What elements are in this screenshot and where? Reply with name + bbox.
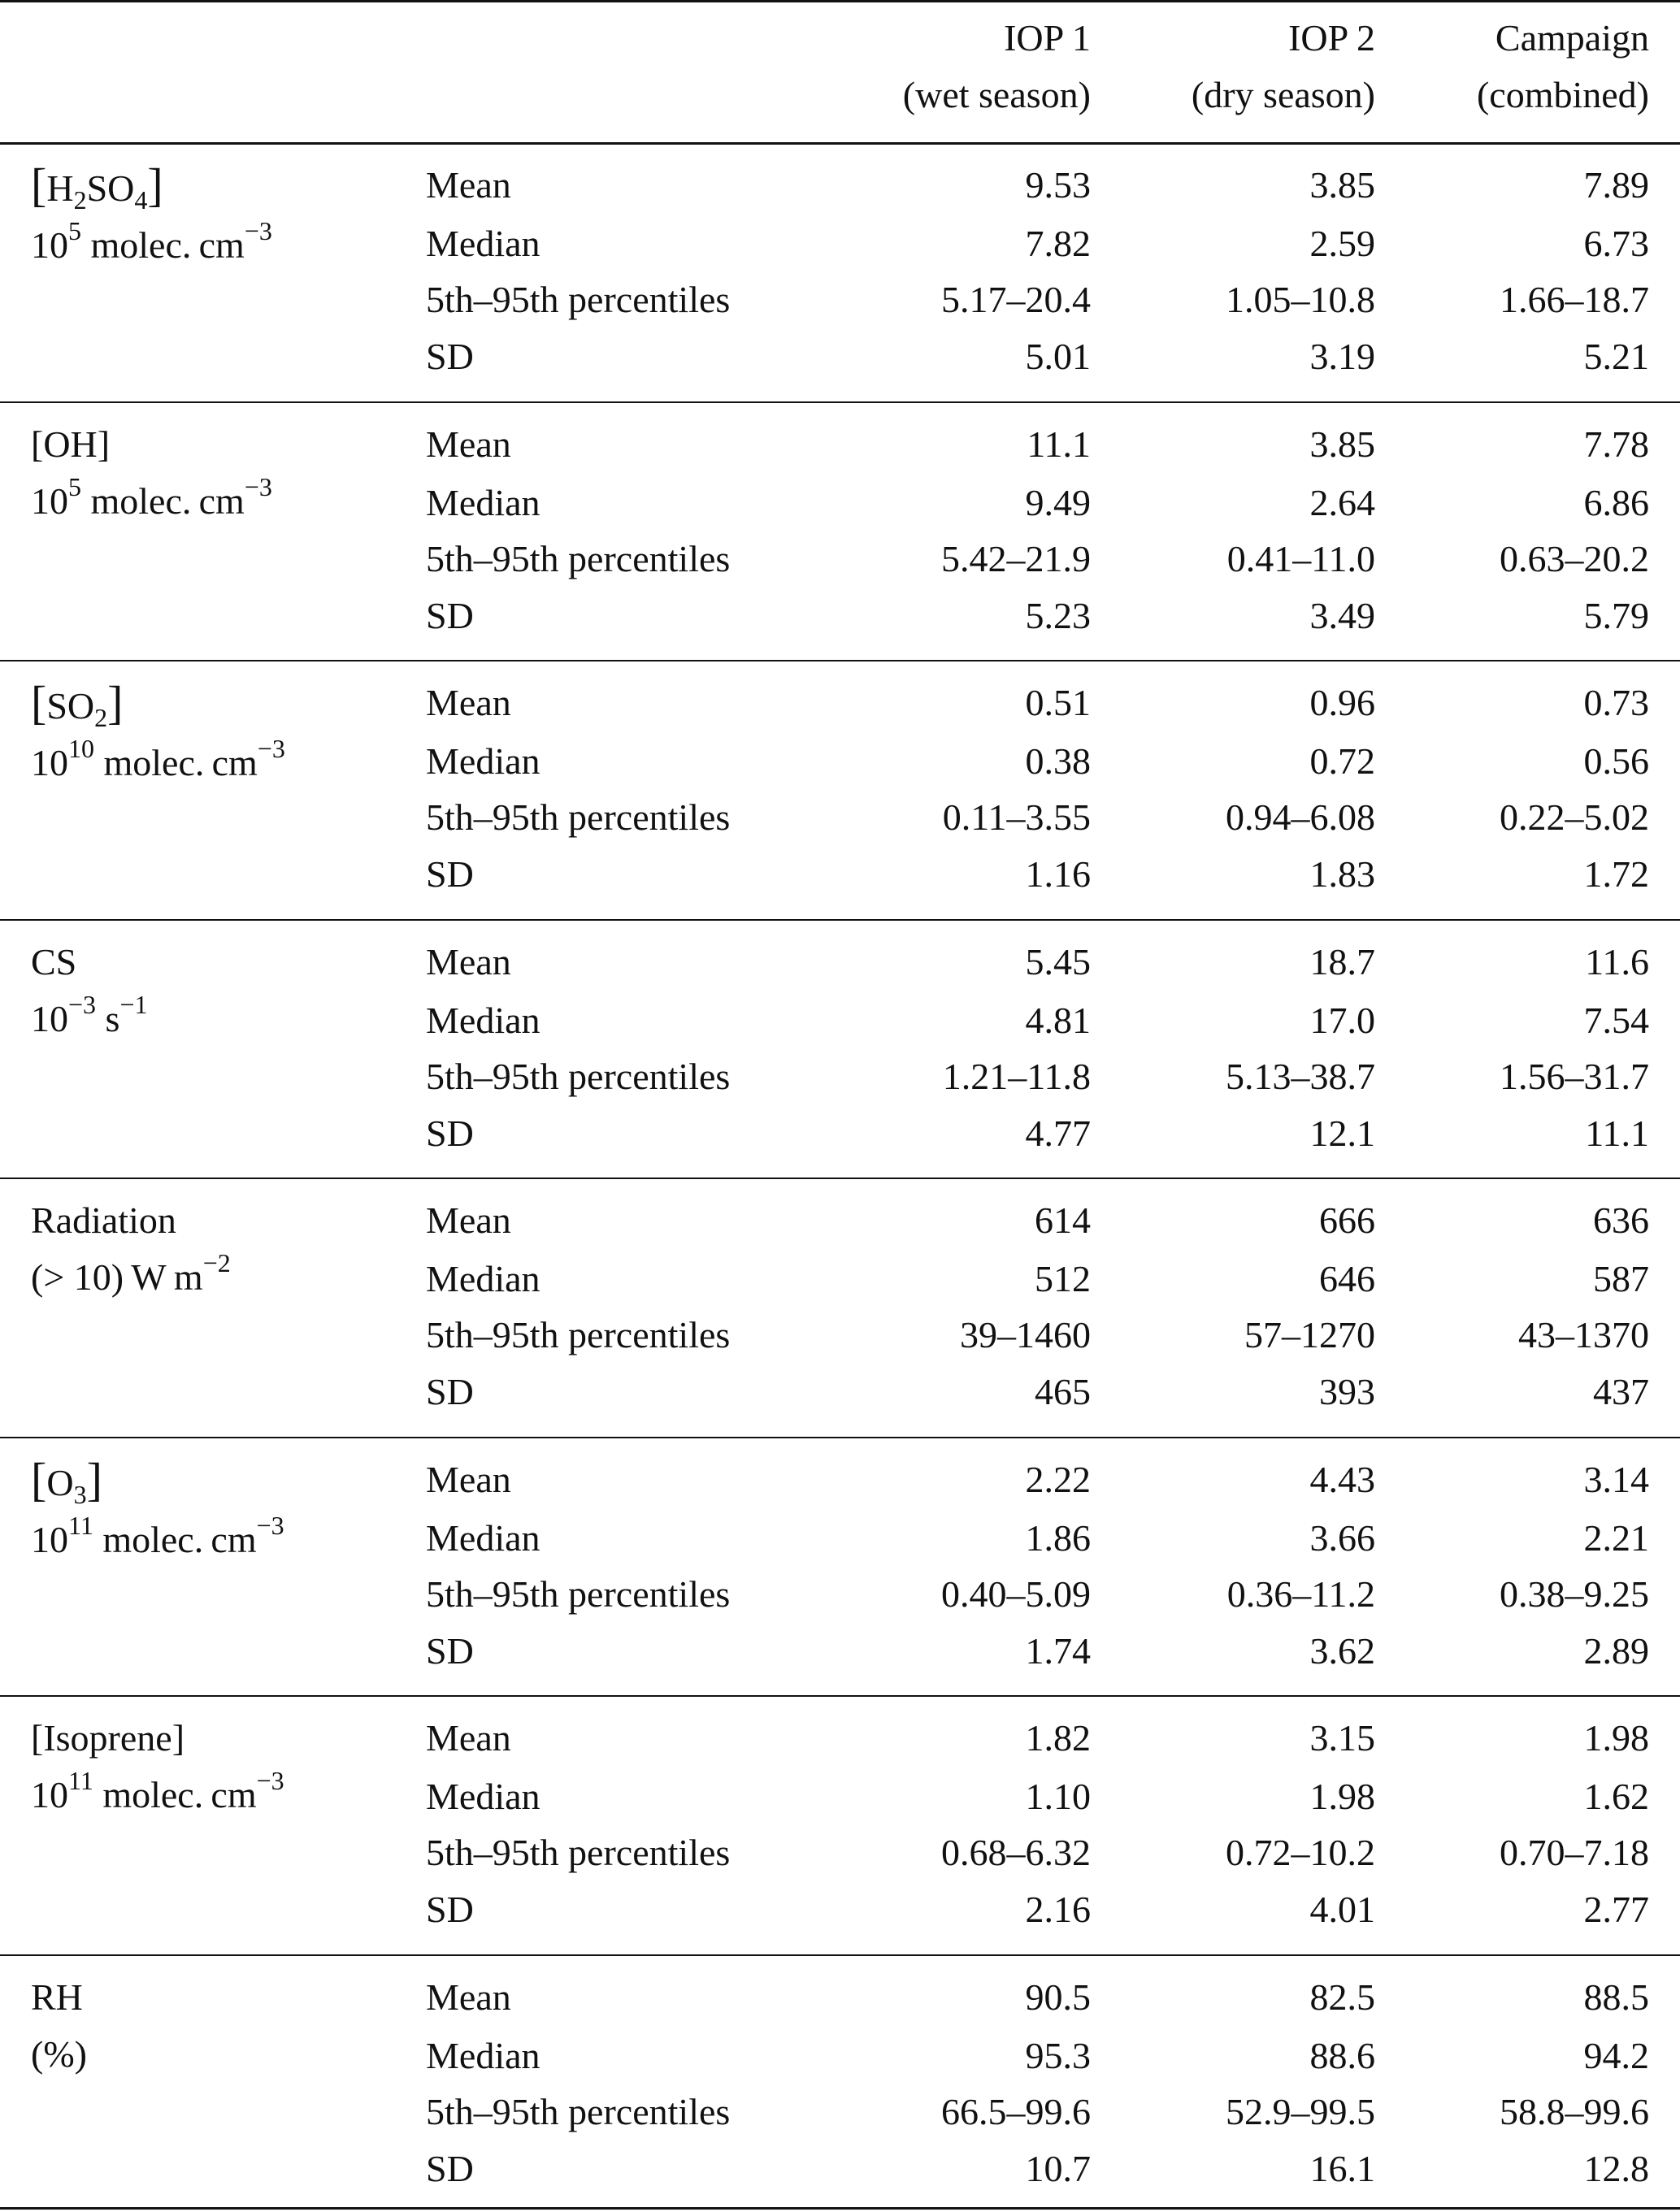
header-campaign-subtitle: (combined) — [1476, 74, 1649, 115]
table-row — [0, 1192, 1680, 1249]
stat-label: 5th–95th percentiles — [426, 1572, 731, 1615]
value-iop2: 3.85 — [1309, 423, 1375, 465]
value-iop1: 7.82 — [1025, 223, 1091, 264]
value-iop2: 17.0 — [1309, 999, 1375, 1041]
variable-name: $[H_2SO_4]$ — [31, 158, 163, 215]
value-campaign: 0.73 — [1583, 682, 1649, 723]
table-row — [0, 733, 1680, 790]
value-iop1: 1.82 — [1025, 1717, 1091, 1759]
header-iop1-subtitle: (wet season) — [902, 74, 1091, 115]
stat-label: Mean — [426, 1976, 511, 2018]
value-iop2: 646 — [1319, 1258, 1375, 1299]
variable-unit: (%) — [31, 2032, 87, 2075]
value-iop1: 11.1 — [1027, 423, 1091, 465]
table-row — [0, 416, 1680, 473]
stat-label: Median — [426, 1258, 540, 1299]
table-row — [0, 1364, 1680, 1420]
table-row — [0, 1105, 1680, 1162]
table-row — [0, 1710, 1680, 1767]
stat-label: SD — [426, 1112, 474, 1154]
value-campaign: 3.14 — [1583, 1458, 1649, 1500]
value-campaign: 1.98 — [1583, 1717, 1649, 1759]
value-iop2: 2.59 — [1309, 223, 1375, 264]
table-row — [0, 674, 1680, 731]
stat-label: SD — [426, 1889, 474, 1930]
value-campaign: 437 — [1593, 1371, 1649, 1412]
stat-label: Mean — [426, 1199, 511, 1241]
variable-unit: $10^{11}$ molec. $cm^{-3}$ — [31, 1510, 284, 1560]
value-iop2: 82.5 — [1309, 1976, 1375, 2018]
variable-name: [Isoprene] — [31, 1717, 185, 1759]
value-campaign: 5.21 — [1583, 336, 1649, 377]
value-iop1: 9.53 — [1025, 164, 1091, 206]
table-row — [0, 215, 1680, 272]
stat-label: Median — [426, 740, 540, 782]
table-row — [0, 2028, 1680, 2084]
top-rule — [0, 0, 1680, 2]
value-iop2: 0.72–10.2 — [1226, 1832, 1375, 1873]
stat-label: 5th–95th percentiles — [426, 1055, 731, 1097]
group-separator — [0, 1695, 1680, 1697]
stat-label: SD — [426, 1629, 474, 1672]
group-separator — [0, 660, 1680, 661]
table-row — [0, 157, 1680, 214]
header-campaign-title: Campaign — [1495, 17, 1649, 59]
value-iop1: 5.45 — [1025, 940, 1091, 982]
value-iop2: 18.7 — [1309, 940, 1375, 982]
value-iop2: 1.98 — [1309, 1776, 1375, 1817]
value-iop1: 1.10 — [1025, 1776, 1091, 1817]
stat-label: Mean — [426, 164, 511, 206]
table-row — [0, 1881, 1680, 1938]
variable-unit: $10^{-3}$ $s^{-1}$ — [31, 989, 148, 1039]
value-campaign: 1.66–18.7 — [1500, 279, 1649, 320]
table-row — [0, 789, 1680, 846]
header-iop2-subtitle: (dry season) — [1191, 74, 1375, 115]
table-row — [0, 846, 1680, 903]
value-campaign: 7.78 — [1583, 423, 1649, 465]
value-iop2: 4.43 — [1309, 1458, 1375, 1500]
value-iop1: 9.49 — [1025, 481, 1091, 523]
group-separator — [0, 1178, 1680, 1179]
value-campaign: 7.54 — [1583, 999, 1649, 1041]
value-iop2: 0.41–11.0 — [1226, 537, 1375, 579]
value-iop1: 465 — [1035, 1371, 1091, 1412]
value-iop2: 3.66 — [1309, 1516, 1375, 1559]
stat-label: Median — [426, 999, 540, 1041]
value-campaign: 6.73 — [1583, 223, 1649, 264]
variable-unit: (> 10) W $m^{-2}$ — [31, 1248, 231, 1298]
value-iop1: 10.7 — [1025, 2147, 1091, 2189]
variable-unit: $10^5$ molec. $cm^{-3}$ — [31, 216, 272, 266]
group-separator — [0, 401, 1680, 403]
value-iop2: 3.19 — [1309, 336, 1375, 377]
value-iop1: 0.11–3.55 — [942, 796, 1091, 838]
stat-label: Mean — [426, 1458, 511, 1500]
value-iop1: 5.01 — [1025, 336, 1091, 377]
value-iop2: 393 — [1319, 1371, 1375, 1412]
stat-label: 5th–95th percentiles — [426, 537, 731, 579]
value-campaign: 0.22–5.02 — [1500, 796, 1649, 838]
value-campaign: 0.63–20.2 — [1500, 537, 1649, 579]
group-separator — [0, 919, 1680, 921]
value-iop2: 57–1270 — [1244, 1314, 1375, 1355]
value-iop2: 2.64 — [1309, 481, 1375, 523]
stat-label: SD — [426, 2147, 474, 2189]
variable-name: Radiation — [31, 1199, 176, 1241]
bottom-rule — [0, 2207, 1680, 2210]
table-row — [0, 989, 1680, 1049]
value-iop1: 0.38 — [1025, 740, 1091, 782]
table-row — [0, 1824, 1680, 1881]
table-row — [0, 1451, 1680, 1508]
value-campaign: 43–1370 — [1518, 1314, 1649, 1355]
table-row — [0, 934, 1680, 991]
stat-label: SD — [426, 1371, 474, 1412]
value-campaign: 11.1 — [1585, 1112, 1649, 1154]
table-row — [0, 1307, 1680, 1364]
value-iop2: 3.62 — [1309, 1629, 1375, 1672]
variable-name: $[SO_2]$ — [31, 676, 124, 732]
table-row — [0, 2084, 1680, 2140]
value-iop1: 5.42–21.9 — [941, 537, 1091, 579]
value-campaign: 0.56 — [1583, 740, 1649, 782]
variable-name: $[O_3]$ — [31, 1452, 102, 1509]
value-iop1: 614 — [1035, 1199, 1091, 1241]
value-iop1: 1.16 — [1025, 853, 1091, 895]
stat-label: 5th–95th percentiles — [426, 1314, 731, 1355]
variable-unit: $10^5$ molec. $cm^{-3}$ — [31, 471, 272, 522]
value-iop2: 0.96 — [1309, 682, 1375, 723]
group-separator — [0, 1437, 1680, 1438]
stat-label: SD — [426, 594, 474, 636]
header-campaign — [1477, 10, 1649, 124]
table-row — [0, 1048, 1680, 1105]
header-iop1 — [903, 10, 1091, 124]
value-iop1: 1.86 — [1025, 1516, 1091, 1559]
value-iop1: 1.74 — [1025, 1629, 1091, 1672]
table-row — [0, 471, 1680, 531]
table-row — [0, 531, 1680, 588]
value-iop1: 5.17–20.4 — [941, 279, 1091, 320]
value-iop1: 2.16 — [1025, 1889, 1091, 1930]
header-iop2-title: IOP 2 — [1288, 17, 1375, 59]
value-iop1: 66.5–99.6 — [941, 2090, 1091, 2132]
value-campaign: 0.70–7.18 — [1500, 1832, 1649, 1873]
value-campaign: 636 — [1593, 1199, 1649, 1241]
stat-label: Median — [426, 223, 540, 264]
value-iop2: 666 — [1319, 1199, 1375, 1241]
variable-name: [OH] — [31, 423, 111, 465]
header-rule — [0, 142, 1680, 145]
table-row — [0, 2140, 1680, 2197]
value-campaign: 94.2 — [1583, 2034, 1649, 2076]
value-iop1: 5.23 — [1025, 594, 1091, 636]
value-campaign: 1.56–31.7 — [1500, 1055, 1649, 1097]
value-iop2: 3.15 — [1309, 1717, 1375, 1759]
table-row — [0, 328, 1680, 385]
stat-label: Median — [426, 481, 540, 523]
header-iop1-title: IOP 1 — [1004, 17, 1091, 59]
value-iop2: 3.85 — [1309, 164, 1375, 206]
group-separator — [0, 1954, 1680, 1956]
value-iop2: 1.05–10.8 — [1226, 279, 1375, 320]
value-campaign: 88.5 — [1583, 1976, 1649, 2018]
table-row — [0, 1768, 1680, 1825]
value-iop2: 16.1 — [1309, 2147, 1375, 2189]
value-campaign: 2.77 — [1583, 1889, 1649, 1930]
value-iop1: 0.51 — [1025, 682, 1091, 723]
value-campaign: 6.86 — [1583, 481, 1649, 523]
stat-label: Median — [426, 1776, 540, 1817]
value-iop1: 4.81 — [1025, 999, 1091, 1041]
value-iop2: 12.1 — [1309, 1112, 1375, 1154]
value-iop2: 0.94–6.08 — [1226, 796, 1375, 838]
value-iop1: 4.77 — [1025, 1112, 1091, 1154]
value-iop1: 2.22 — [1025, 1458, 1091, 1500]
value-iop2: 0.36–11.2 — [1226, 1572, 1375, 1615]
value-campaign: 0.38–9.25 — [1500, 1572, 1649, 1615]
header-iop2 — [1192, 10, 1375, 124]
table-row — [0, 588, 1680, 644]
variable-unit: $10^{10}$ molec. $cm^{-3}$ — [31, 734, 285, 783]
value-iop2: 0.72 — [1309, 740, 1375, 782]
stat-label: Median — [426, 2034, 540, 2076]
value-campaign: 2.21 — [1583, 1516, 1649, 1559]
stat-label: 5th–95th percentiles — [426, 279, 731, 320]
value-iop2: 1.83 — [1309, 853, 1375, 895]
value-iop1: 1.21–11.8 — [942, 1055, 1091, 1097]
stat-label: SD — [426, 853, 474, 895]
value-campaign: 587 — [1593, 1258, 1649, 1299]
value-iop1: 0.68–6.32 — [941, 1832, 1091, 1873]
stat-label: SD — [426, 336, 474, 377]
value-iop1: 90.5 — [1025, 1976, 1091, 2018]
table-row — [0, 1510, 1680, 1567]
stat-label: 5th–95th percentiles — [426, 796, 731, 838]
value-iop2: 88.6 — [1309, 2034, 1375, 2076]
table-row — [0, 271, 1680, 328]
stat-label: Mean — [426, 682, 511, 723]
value-iop1: 39–1460 — [960, 1314, 1091, 1355]
value-iop2: 4.01 — [1309, 1889, 1375, 1930]
value-campaign: 12.8 — [1583, 2147, 1649, 2189]
value-iop2: 3.49 — [1309, 594, 1375, 636]
stat-label: Median — [426, 1516, 540, 1559]
table-row — [0, 1969, 1680, 2026]
stat-label: Mean — [426, 940, 511, 982]
value-iop2: 52.9–99.5 — [1226, 2090, 1375, 2132]
value-campaign: 58.8–99.6 — [1500, 2090, 1649, 2132]
table-row — [0, 1248, 1680, 1308]
value-campaign: 1.72 — [1583, 853, 1649, 895]
value-campaign: 2.89 — [1583, 1629, 1649, 1672]
table-row — [0, 1566, 1680, 1623]
value-iop1: 0.40–5.09 — [941, 1572, 1091, 1615]
value-iop1: 95.3 — [1025, 2034, 1091, 2076]
variable-name: RH — [31, 1976, 83, 2018]
stat-label: 5th–95th percentiles — [426, 2090, 731, 2132]
value-campaign: 7.89 — [1583, 164, 1649, 206]
value-iop2: 5.13–38.7 — [1226, 1055, 1375, 1097]
value-iop1: 512 — [1035, 1258, 1091, 1299]
value-campaign: 5.79 — [1583, 594, 1649, 636]
stat-label: Mean — [426, 423, 511, 465]
value-campaign: 11.6 — [1585, 940, 1649, 982]
stat-label: Mean — [426, 1717, 511, 1759]
variable-name: CS — [31, 940, 77, 982]
variable-unit: $10^{11}$ molec. $cm^{-3}$ — [31, 1766, 284, 1815]
value-campaign: 1.62 — [1583, 1776, 1649, 1817]
stat-label: 5th–95th percentiles — [426, 1832, 731, 1873]
table-row — [0, 1623, 1680, 1680]
